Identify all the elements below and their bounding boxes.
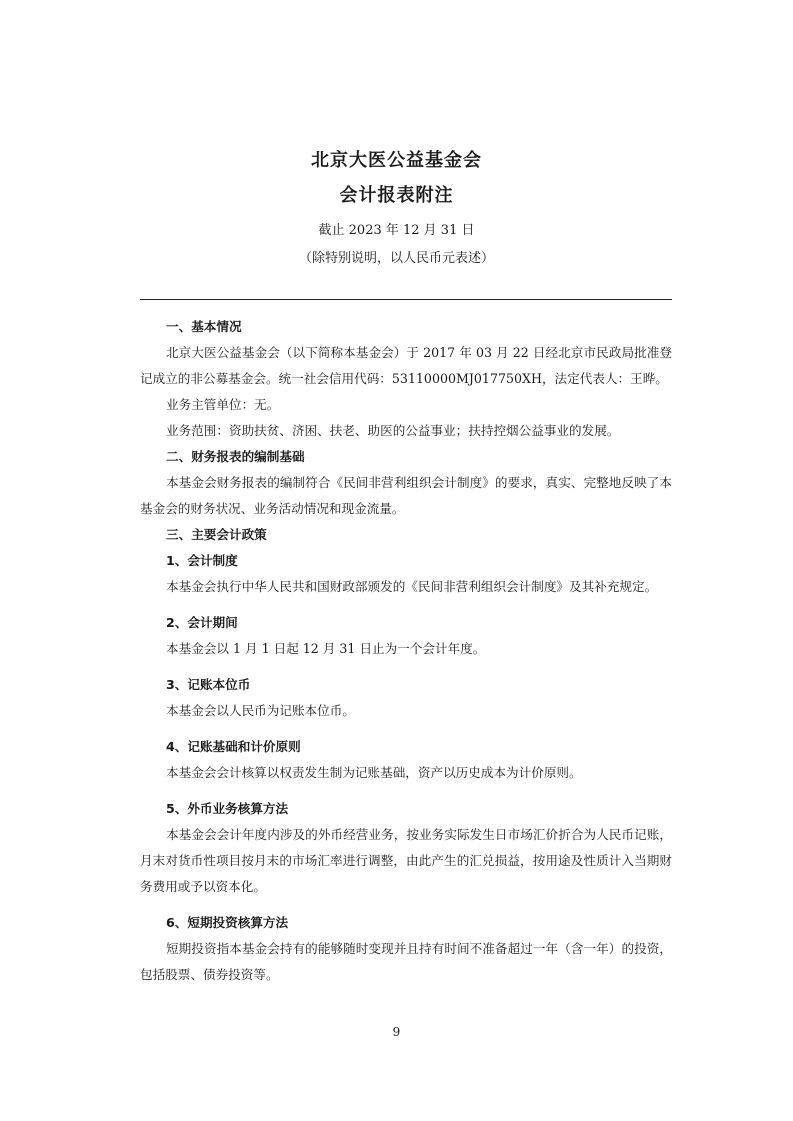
subheading-foreign-currency: 5、外币业务核算方法 xyxy=(166,801,289,816)
section-heading-basic-info: 一、基本情况 xyxy=(166,319,242,334)
organization-name: 北京大医公益基金会 xyxy=(311,150,482,171)
paragraph-supervisor: 业务主管单位：无。 xyxy=(166,397,280,412)
document-title: 会计报表附注 xyxy=(339,185,454,206)
currency-note: （除特别说明，以人民币元表述） xyxy=(298,251,494,266)
paragraph-preparation-basis: 本基金会财务报表的编制符合《民间非营利组织会计制度》的要求，真实、完整地反映了本基金会的财务状况、业务活动情况和现金流量。 xyxy=(140,475,672,516)
paragraph-business-scope: 业务范围：资助扶贫、济困、扶老、助医的公益事业；扶持控烟公益事业的发展。 xyxy=(166,423,620,438)
paragraph-foreign-currency: 本基金会会计年度内涉及的外币经营业务，按业务实际发生日市场汇价折合为人民币记账，月末对货币性项目按月末的市场汇率进行调整，由此产生的汇兑损益，按用途及性质计入当期财务费用或予以资本化。 xyxy=(140,827,672,894)
paragraph-short-term-investment: 短期投资指本基金会持有的能够随时变现并且持有时间不准备超过一年（含一年）的投资，包括股票、债券投资等。 xyxy=(140,941,672,982)
notes-body xyxy=(140,314,672,988)
paragraph-accounting-basis: 本基金会会计核算以权责发生制为记账基础，资产以历史成本为计价原则。 xyxy=(166,765,582,780)
section-heading-preparation-basis: 二、财务报表的编制基础 xyxy=(166,449,305,464)
paragraph-accounting-system: 本基金会执行中华人民共和国财政部颁发的《民间非营利组织会计制度》及其补充规定。 xyxy=(166,579,658,594)
subheading-functional-currency: 3、记账本位币 xyxy=(166,677,251,692)
paragraph-basic-info: 北京大医公益基金会（以下简称本基金会）于 2017 年 03 月 22 日经北京市民政局批准登记成立的非公募基金会。统一社会信用代码：53110000MJ017750XH，法定代表人：王晔。 xyxy=(140,345,672,386)
subheading-accounting-system: 1、会计制度 xyxy=(166,553,238,568)
paragraph-functional-currency: 本基金会以人民币为记账本位币。 xyxy=(166,703,355,718)
subheading-accounting-basis: 4、记账基础和计价原则 xyxy=(166,739,301,754)
page-number: 9 xyxy=(392,1025,401,1039)
report-date: 截止 2023 年 12 月 31 日 xyxy=(318,223,475,238)
subheading-accounting-period: 2、会计期间 xyxy=(166,615,238,630)
section-heading-accounting-policies: 三、主要会计政策 xyxy=(166,527,267,542)
subheading-short-term-investment: 6、短期投资核算方法 xyxy=(166,915,289,930)
header-divider xyxy=(140,299,672,300)
paragraph-accounting-period: 本基金会以 1 月 1 日起 12 月 31 日止为一个会计年度。 xyxy=(166,641,486,656)
